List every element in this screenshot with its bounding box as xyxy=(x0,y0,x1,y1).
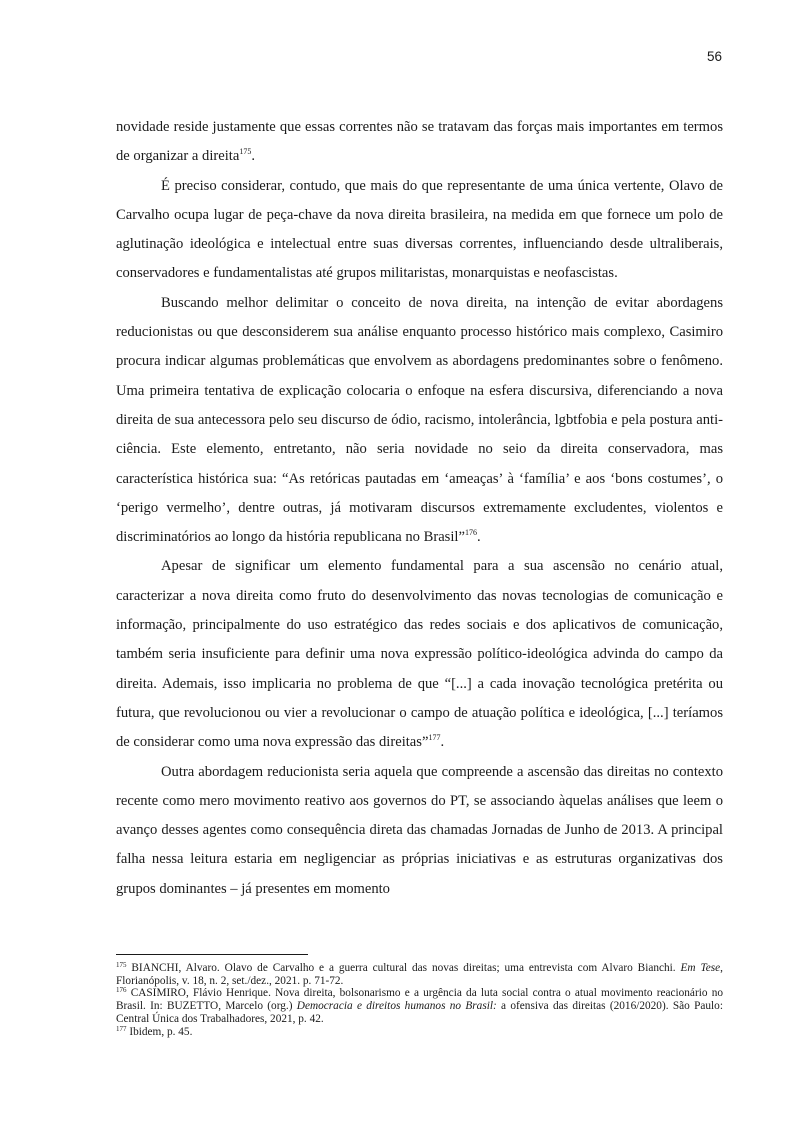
paragraph-end: . xyxy=(251,148,255,165)
footnote-text: CASIMIRO, Flávio Henrique. Nova direita, bolsonarismo e a urgência da luta social contra o atual movimento reacionário no Brasil. In: BUZETTO, Marcelo (org.) xyxy=(116,987,723,1013)
footnote-title: Democracia e direitos humanos no Brasil: xyxy=(296,1000,497,1013)
paragraph-text: Apesar de significar um elemento fundamental para a sua ascensão no cenário atual, caracterizar a nova direita como fruto do desenvolvimento das novas tecnologias de comunicação e informação, principalmente do uso estratégico das redes sociais e dos aplicativos de comunicação, também seria insuficiente para definir uma nova expressão político-ideológica advinda do campo da direita. Ademais, isso implicaria no problema de que “[...] a cada inovação tecnológica pretérita ou futura, que revolucionou ou vier a revolucionar o campo de atuação política e ideológica, [...] teríamos de considerar como uma nova expressão das direitas” xyxy=(116,558,723,751)
footnote-ref: 177 xyxy=(428,733,441,743)
paragraph-text: novidade reside justamente que essas correntes não se tratavam das forças mais importantes em termos de organizar a direita xyxy=(116,119,723,165)
footnote-text: BIANCHI, Alvaro. Olavo de Carvalho e a guerra cultural das novas direitas; uma entrevista com Alvaro Bianchi. xyxy=(126,962,681,974)
footnote-text: , Florianópolis, v. 18, n. 2, set./dez., 2021. p. 71-72. xyxy=(116,962,723,987)
paragraph xyxy=(116,172,723,289)
footnote-number: 175 xyxy=(116,961,127,969)
footnote-divider xyxy=(116,954,308,955)
paragraph-text: Buscando melhor delimitar o conceito de nova direita, na intenção de evitar abordagens reducionistas ou que desconsiderem sua análise enquanto processo histórico mais complexo, Casimiro procura indicar algumas problemáticas que envolvem as abordagens predominantes sobre o fenômeno. Uma primeira tentativa de explicação colocaria o enfoque na esfera discursiva, diferenciando a nova direita de sua antecessora pelo seu discurso de ódio, racismo, intolerância, lgbtfobia e pela postura anti-ciência. Este elemento, entretanto, não seria novidade no seio da direita conservadora, mas característica histórica sua: “As retóricas pautadas em ‘ameaças’ à ‘família’ e aos ‘bons costumes’, o ‘perigo vermelho’, dentre outras, já motivaram discursos extremamente excludentes, violentos e discriminatórios ao longo da história republicana no Brasil” xyxy=(116,294,723,546)
paragraph-end: . xyxy=(476,529,481,546)
footnote-ref: 175 xyxy=(239,147,252,157)
paragraph xyxy=(116,552,723,757)
paragraph xyxy=(116,758,723,904)
footnote-title: Em Tese xyxy=(680,962,721,974)
footnote xyxy=(116,962,723,987)
footnote-text: Ibidem, p. 45. xyxy=(126,1025,193,1038)
paragraph-end: . xyxy=(440,734,445,751)
footnotes xyxy=(116,962,723,1038)
main-text xyxy=(116,113,723,904)
paragraph-text: É preciso considerar, contudo, que mais do que representante de uma única vertente, Olavo de Carvalho ocupa lugar de peça-chave da nova direita brasileira, na medida em que fornece um polo de aglutinação ideológica e intelectual entre suas diversas correntes, influenciando desde ultraliberais, conservadores e fundamentalistas até grupos militaristas, monarquistas e neofascistas. xyxy=(116,177,723,282)
footnote-ref: 176 xyxy=(464,528,477,538)
footnote xyxy=(116,1026,723,1039)
paragraph xyxy=(116,113,723,172)
footnote-text: a ofensiva das direitas (2016/2020). São Paulo: Central Única dos Trabalhadores, 2021, p. 42. xyxy=(116,1000,723,1025)
page-number: 56 xyxy=(706,49,722,64)
footnote-number: 177 xyxy=(116,1024,127,1033)
paragraph xyxy=(116,289,723,553)
footnote-number: 176 xyxy=(116,986,127,995)
paragraph-text: Outra abordagem reducionista seria aquela que compreende a ascensão das direitas no contexto recente como mero movimento reativo aos governos do PT, se associando àquelas análises que leem o avanço desses agentes como consequência direta das chamadas Jornadas de Junho de 2013. A principal falha nessa leitura estaria em negligenciar as próprias iniciativas e as estruturas organizativas dos grupos dominantes – já presentes em momento xyxy=(116,763,723,897)
footnote xyxy=(116,987,723,1025)
